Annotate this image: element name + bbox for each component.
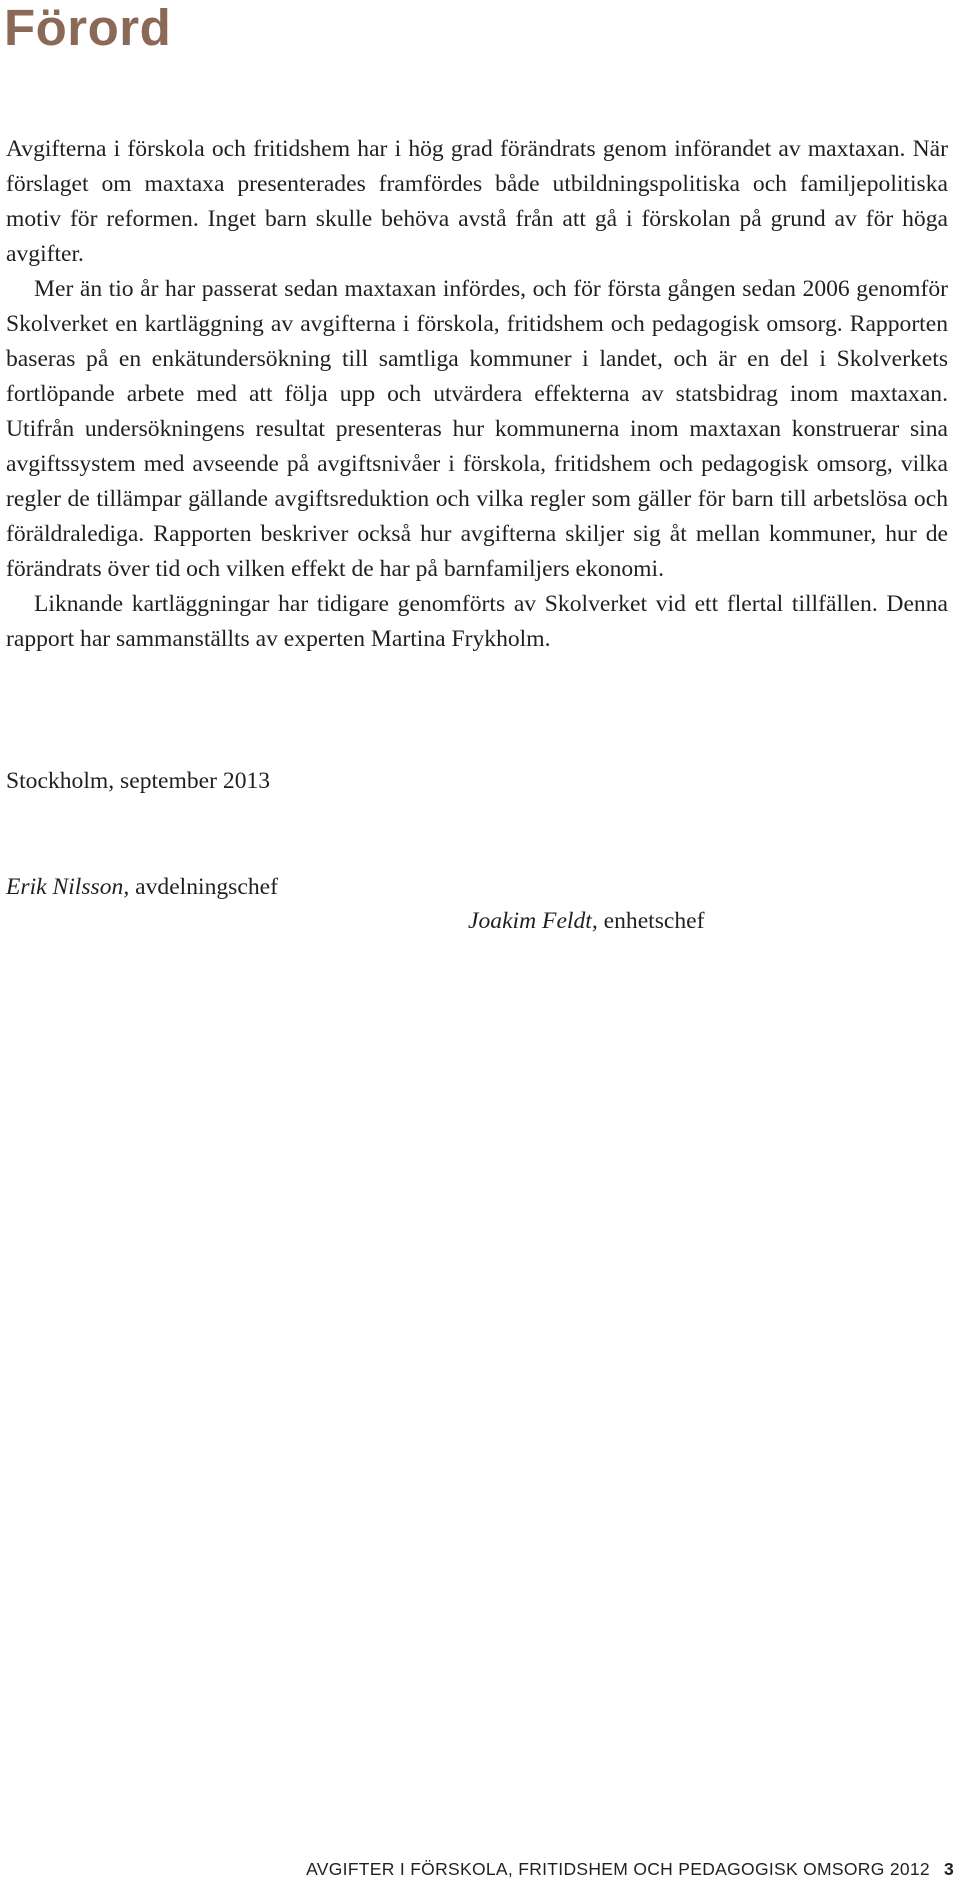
- signature-2: [468, 904, 705, 939]
- place-date: Stockholm, september 2013: [6, 768, 271, 794]
- paragraph-1: Avgifterna i förskola och fritidshem har i hög grad förändrats genom införandet av maxtaxan. När förslaget om maxtaxa presenterades framfördes både utbildningspolitiska och familjepolitiska motiv för reformen. Inget barn skulle behöva avstå från att gå i förskolan på grund av för höga avgifter.: [6, 136, 948, 267]
- signature-1-role: avdelningschef: [135, 874, 278, 900]
- signature-1: [6, 870, 278, 905]
- signature-1-name: Erik Nilsson,: [6, 874, 130, 900]
- paragraph-2: Mer än tio år har passerat sedan maxtaxan infördes, och för första gången sedan 2006 genomför Skolverket en kartläggning av avgifterna i förskola, fritidshem och pedagogisk omsorg. Rapporten baseras på en enkätundersökning till samtliga kommuner i landet, och är en del i Skolverkets fortlöpande arbete med att följa upp och utvärdera effekterna av statsbidrag inom maxtaxan. Utifrån undersökningens resultat presenteras hur kommunerna inom maxtaxan konstruerar sina avgiftssystem med avseende på avgiftsnivåer i förskola, fritidshem och pedagogisk omsorg, vilka regler de tillämpar gällande avgiftsreduktion och vilka regler som gäller för barn till arbetslösa och föräldralediga. Rapporten beskriver också hur avgifterna skiljer sig åt mellan kommuner, hur de förändrats över tid och vilken effekt de har på barnfamiljers ekonomi.: [6, 276, 948, 582]
- page-number: 3: [943, 1859, 954, 1879]
- running-title: AVGIFTER I FÖRSKOLA, FRITIDSHEM OCH PEDAGOGISK OMSORG 2012: [306, 1859, 930, 1879]
- paragraph-3: Liknande kartläggningar har tidigare genomförts av Skolverket vid ett flertal tillfällen. Denna rapport har sammanställts av experten Martina Frykholm.: [6, 591, 948, 652]
- signature-2-name: Joakim Feldt,: [468, 908, 598, 934]
- signature-2-role: enhetschef: [603, 908, 705, 934]
- page-footer: [306, 1858, 954, 1880]
- foreword-body: [6, 132, 948, 657]
- page-title: Förord: [4, 0, 172, 56]
